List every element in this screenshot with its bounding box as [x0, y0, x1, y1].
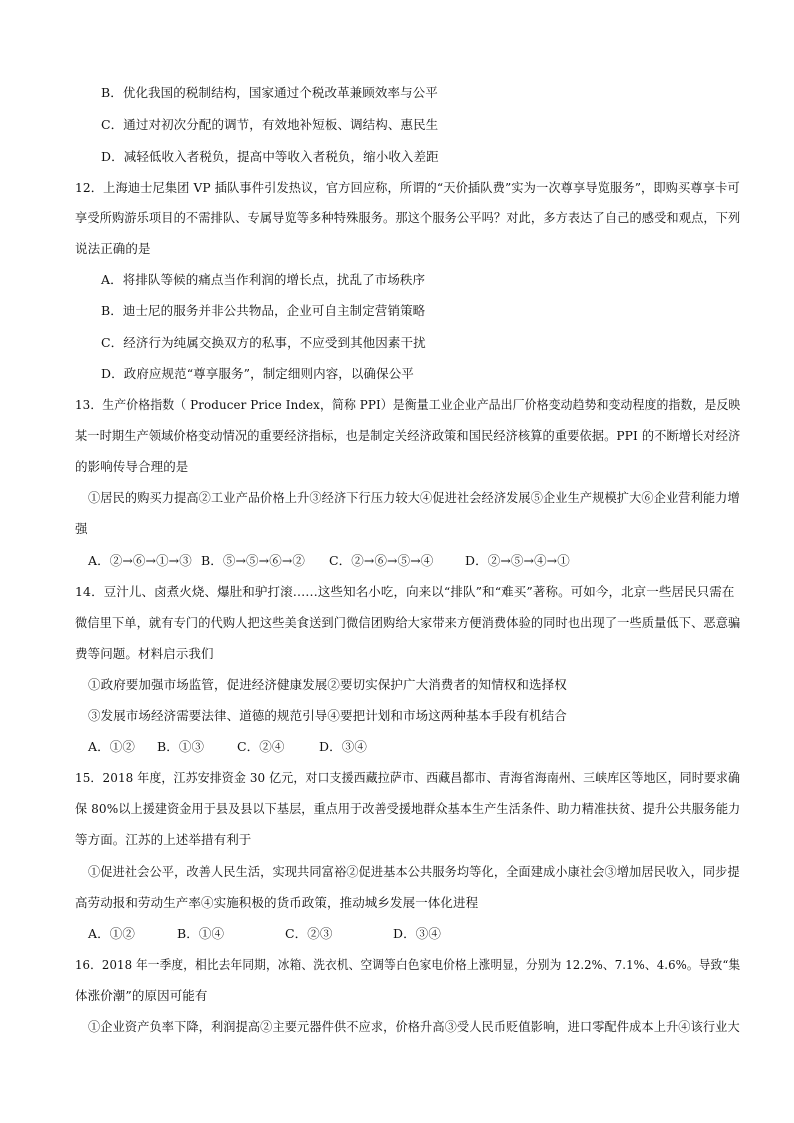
q13-items-line-1: ①居民的购买力提高②工业产品价格上升③经济下行压力较大④促进社会经济发展⑤企业生产规模扩大⑥企业营利能力增: [88, 490, 740, 505]
q15-stem-line-1: 15．2018 年度，江苏安排资金 30 亿元，对口支援西藏拉萨市、西藏昌都市、青海省海南州、三峡库区等地区，同时要求确: [75, 770, 741, 785]
q13-option-d: D．②→⑤→④→①: [465, 553, 570, 568]
q13-stem-line-3: 的影响传导合理的是: [75, 459, 189, 474]
q11-option-b: B．优化我国的税制结构，国家通过个税改革兼顾效率与公平: [101, 85, 438, 100]
q13-option-b: B．⑤→⑤→⑥→②: [201, 553, 306, 568]
q12-stem-line-1: 12．上海迪士尼集团 VP 插队事件引发热议，官方回应称，所谓的“天价插队费”实为一次尊享导览服务”，即购买尊享卡可: [75, 180, 740, 195]
q15-option-d: D．③④: [393, 926, 441, 941]
q13-option-c: C．②→⑥→⑤→④: [329, 553, 434, 568]
q12-stem-line-2: 享受所购游乐项目的不需排队、专属导览等多种特殊服务。那这个服务公平吗？对此，多方表达了自己的感受和观点，下列: [75, 210, 741, 225]
q14-option-b: B．①③: [157, 739, 205, 754]
q14-stem-line-1: 14．豆汁儿、卤煮火烧、爆肚和驴打滚……这些知名小吃，向来以“排队”和“难买”著称。可如今，北京一些居民只需在: [75, 584, 735, 599]
q16-stem-line-1: 16．2018 年一季度，相比去年同期，冰箱、洗衣机、空调等白色家电价格上涨明显，分别为 12.2%、7.1%、4.6%。导致“集: [75, 957, 741, 972]
q14-items-line-2: ③发展市场经济需要法律、道德的规范引导④要把计划和市场这两种基本手段有机结合: [88, 708, 567, 723]
q16-items-line-1: ①企业资产负率下降，利润提高②主要元器件供不应求，价格升高③受人民币贬值影响，进口零配件成本上升④该行业大: [88, 1019, 740, 1034]
q14-stem-line-3: 费等问题。材料启示我们: [75, 646, 214, 661]
q14-option-c: C．②④: [237, 739, 285, 754]
q12-stem-line-3: 说法正确的是: [75, 241, 151, 256]
q14-option-a: A．①②: [88, 739, 135, 754]
q11-option-c: C．通过对初次分配的调节，有效地补短板、调结构、惠民生: [101, 117, 439, 132]
q11-option-d: D．减轻低收入者税负，提高中等收入者税负，缩小收入差距: [101, 149, 439, 164]
q12-option-a: A．将排队等候的痛点当作利润的增长点，扰乱了市场秩序: [101, 272, 426, 287]
q13-items-line-2: 强: [75, 521, 88, 536]
q13-stem-line-1: 13．生产价格指数（ Producer Price Index，简称 PPI）是衡量工业企业产品出厂价格变动趋势和变动程度的指数，是反映: [75, 397, 741, 412]
q12-option-b: B．迪士尼的服务并非公共物品，企业可自主制定营销策略: [101, 303, 426, 318]
q13-stem-line-2: 某一时期生产领域价格变动情况的重要经济指标，也是制定关经济政策和国民经济核算的重要依据。PPI 的不断增长对经济: [75, 428, 741, 443]
q12-option-c: C．经济行为纯属交换双方的私事，不应受到其他因素干扰: [101, 335, 426, 350]
q16-stem-line-2: 体涨价潮”的原因可能有: [75, 988, 208, 1003]
q15-items-line-1: ①促进社会公平，改善人民生活，实现共同富裕②促进基本公共服务均等化，全面建成小康社会③增加居民收入，同步提: [88, 864, 740, 879]
q12-option-d: D．政府应规范“尊享服务”，制定细则内容，以确保公平: [101, 366, 414, 381]
q13-option-a: A．②→⑥→①→③: [88, 553, 192, 568]
q15-stem-line-2: 保 80%以上援建资金用于县及县以下基层，重点用于改善受援地群众基本生产生活条件、助力精准扶贫、提升公共服务能力: [75, 801, 741, 816]
q15-option-a: A．①②: [88, 926, 135, 941]
q14-items-line-1: ①政府要加强市场监管，促进经济健康发展②要切实保护广大消费者的知情权和选择权: [88, 677, 567, 692]
q15-stem-line-3: 等方面。江苏的上述举措有利于: [75, 832, 252, 847]
q15-option-b: B．①④: [177, 926, 225, 941]
q15-option-c: C．②③: [285, 926, 333, 941]
q14-stem-line-2: 微信里下单，就有专门的代购人把这些美食送到门微信团购给大家带来方便消费体验的同时也出现了一些质量低下、恶意骗: [75, 615, 741, 630]
q15-items-line-2: 高劳动报和劳动生产率④实施积极的货币政策，推动城乡发展一体化进程: [75, 895, 479, 910]
q14-option-d: D．③④: [319, 739, 367, 754]
